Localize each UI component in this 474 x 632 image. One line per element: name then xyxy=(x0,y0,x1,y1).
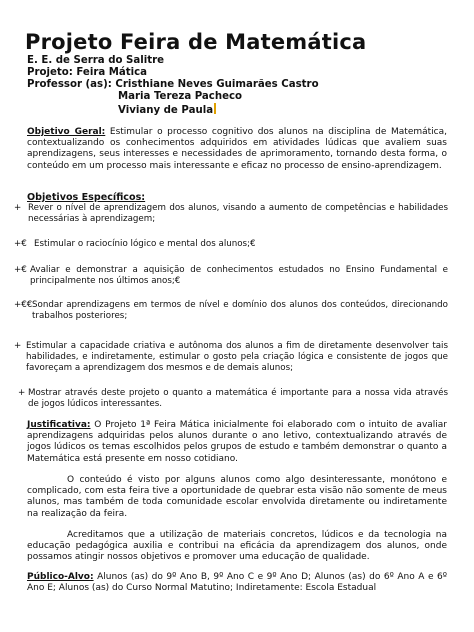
paragraph-conteudo: O conteúdo é visto por alguns alunos como algo desinteressante, monótono e complicado, com esta feira tive a oportunidade de quebrar esta visão não somente de meus alunos, mas também de toda comunidade escolar envolvida diretamente ou indiretamente na realização da feira. xyxy=(27,475,447,519)
objetivos-especificos-heading: Objetivos Específicos: xyxy=(27,192,146,203)
justificativa-text: O Projeto 1ª Feira Mática inicialmente foi elaborado com o intuito de avaliar aprendizagens adquiridas pelos alunos durante o ano letivo, contextualizando através de jogos lúdicos os temas escolhidos pelos grupos de estudo e também demonstrar o quanto a Matemática está presente em nosso cotidiano. xyxy=(27,420,447,464)
list-bullet: +€ xyxy=(14,239,27,249)
list-item-text: Mostrar através deste projeto o quanto a matemática é importante para a nossa vida através de jogos lúdicos interessantes. xyxy=(28,388,448,410)
list-bullet: +€ xyxy=(14,265,27,275)
paragraph-acreditamos: Acreditamos que a utilização de materiais concretos, lúdicos e da tecnologia na educação pedagógica auxilia e contribui na eficácia da aprendizagem dos alunos, onde possamos atingir nossos objetivos e promover uma educação de qualidade. xyxy=(27,530,447,563)
text-cursor xyxy=(214,103,216,114)
list-item xyxy=(14,300,448,322)
professors-line: Professor (as): Cristhiane Neves Guimarães Castro xyxy=(27,79,319,90)
list-item-text: Sondar aprendizagens em termos de nível e domínio dos alunos dos conteúdos, direcionando trabalhos posteriores; xyxy=(32,300,448,322)
list-item xyxy=(14,265,448,287)
list-bullet: + xyxy=(18,388,26,398)
list-item xyxy=(14,203,448,225)
professor-2: Maria Tereza Pacheco xyxy=(118,91,243,102)
list-item-text: Avaliar e demonstrar a aquisição de conhecimentos estudados no Ensino Fundamental e principalmente nos últimos anos;€ xyxy=(30,265,448,287)
list-item xyxy=(14,388,448,410)
professor-3-text: Viviany de Paula xyxy=(118,105,214,116)
objetivo-geral-text: Estimular o processo cognitivo dos alunos na disciplina de Matemática, contextualizando os conhecimentos adquiridos em atividades lúdicas que avaliem suas aprendizagens, seus interesses e necessidades de aprimoramento, tornando desta forma, o conteúdo em um processo mais interessante e eficaz no processo de ensino-aprendizagem. xyxy=(27,127,447,171)
list-item-text: Rever o nível de aprendizagem dos alunos, visando a aumento de competências e habilidades necessárias à aprendizagem; xyxy=(28,203,448,225)
school-name: E. E. de Serra do Salitre xyxy=(27,55,165,66)
objetivo-geral-label: Objetivo Geral: xyxy=(27,127,106,137)
publico-alvo-label: Público-Alvo: xyxy=(27,572,94,582)
publico-alvo-text: Alunos (as) do 9º Ano B, 9º Ano C e 9º Ano D; Alunos (as) do 6º Ano A e 6º Ano E; Alunos (as) do Curso Normal Matutino; Indiretamente: Escola Estadual xyxy=(27,572,447,594)
objetivo-geral-paragraph xyxy=(27,127,447,172)
project-name: Projeto: Feira Mática xyxy=(27,67,148,78)
list-bullet: + xyxy=(14,341,22,351)
justificativa-paragraph xyxy=(27,420,447,465)
list-item xyxy=(14,341,448,375)
publico-alvo-paragraph xyxy=(27,572,447,594)
justificativa-label: Justificativa: xyxy=(27,420,91,430)
list-item-text: Estimular o raciocínio lógico e mental dos alunos;€ xyxy=(34,239,256,249)
list-bullet: + xyxy=(14,203,22,213)
document-title: Projeto Feira de Matemática xyxy=(25,30,367,54)
professor-3 xyxy=(118,103,216,117)
list-bullet: +€€ xyxy=(14,300,33,310)
list-item xyxy=(14,239,448,250)
list-item-text: Estimular a capacidade criativa e autônoma dos alunos a fim de diretamente desenvolver tais habilidades, e indiretamente, estimular o gosto pela criação lógica e consistente de jogos que favoreçam a aprendizagem dos mesmos e de demais alunos; xyxy=(26,341,448,374)
